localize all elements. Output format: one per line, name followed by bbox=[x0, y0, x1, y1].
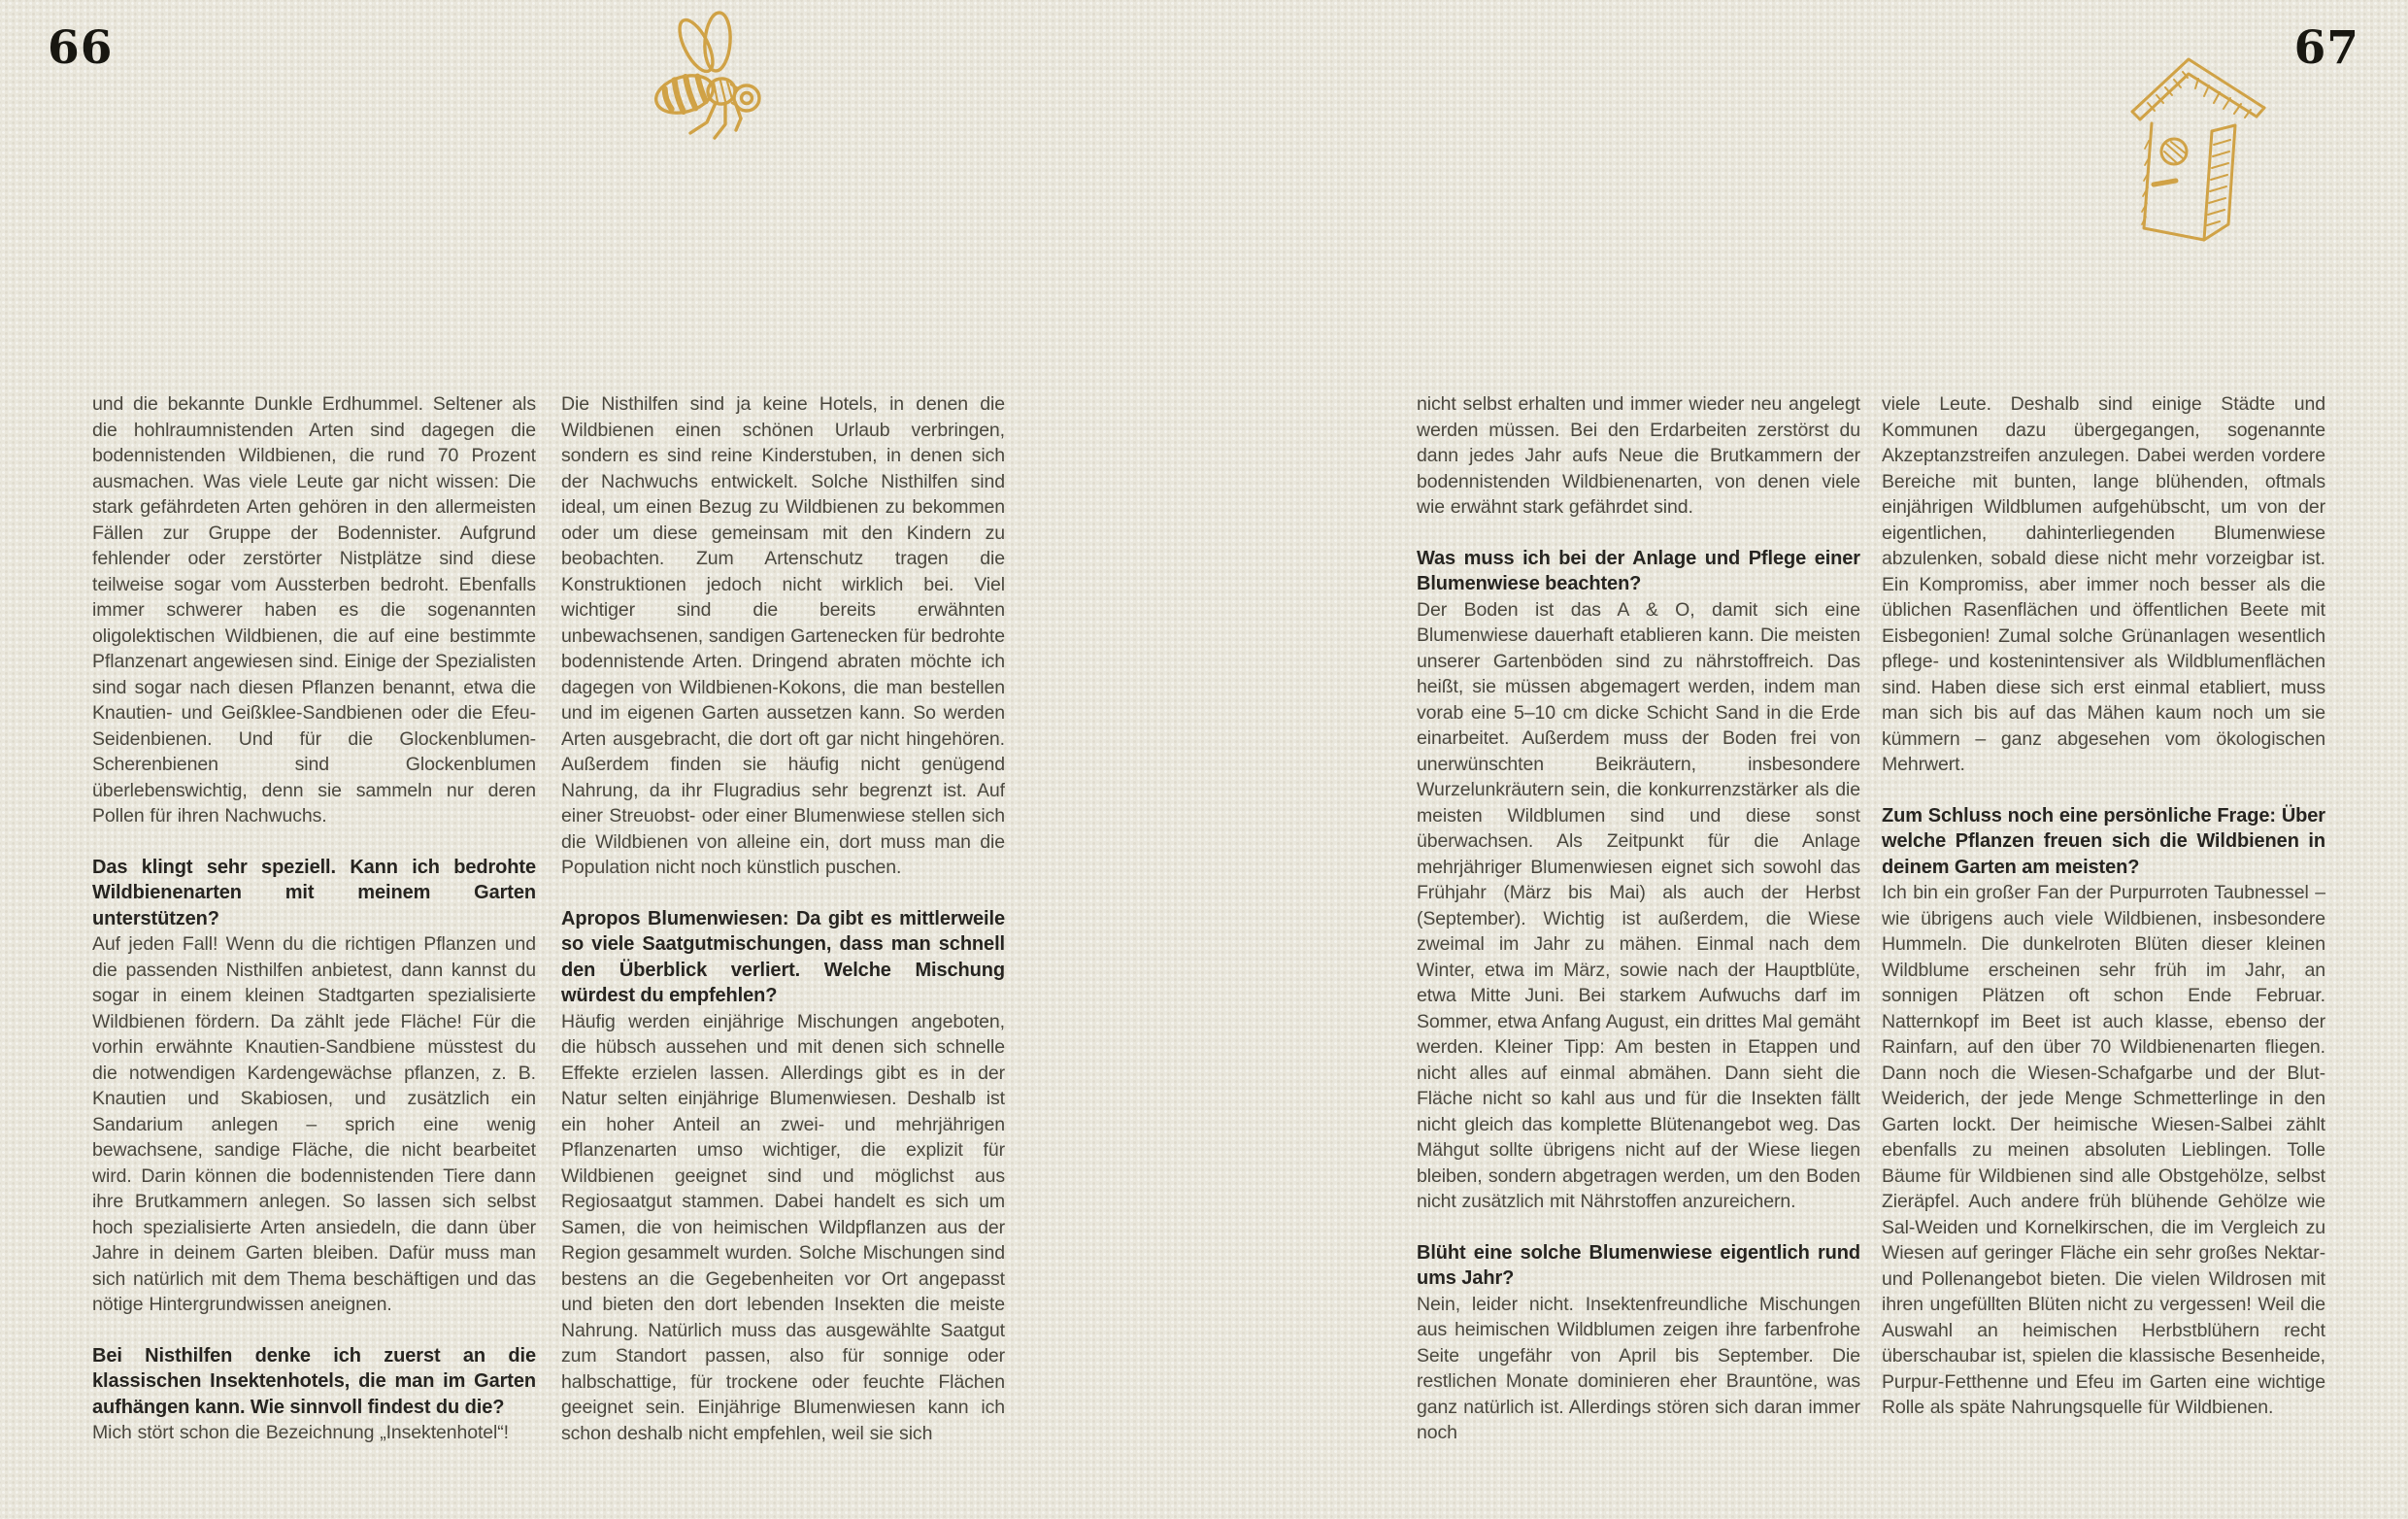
paragraph: Ich bin ein großer Fan der Purpurroten Taubnessel – wie übrigens auch viele Wildbienen, insbesondere Hummeln. Die dunkelroten Blüten dieser kleinen Wildblume erscheinen sehr früh im Jahr, an sonnigen Plätzen oft schon Ende Februar. Natternkopf im Beet ist auch klasse, ebenso der Rainfarn, auf den über 70 Wildbienenarten fliegen. Dann noch die Wiesen-Schafgarbe und der Blut-Weiderich, der jede Menge Schmetterlinge in den Garten lockt. Der heimische Wiesen-Salbei zählt ebenfalls zu meinen absoluten Lieblingen. Tolle Bäume für Wildbienen sind alle Obstgehölze, selbst Zieräpfel. Auch andere früh blühende Gehölze wie Sal-Weiden und Kornelkirschen, die im Vergleich zu Wiesen auf geringer Fläche ein sehr großes Nektar- und Pollenangebot bieten. Die vielen Wildrosen mit ihren ungefüllten Blüten nicht zu vergessen! Weil die Auswahl an heimischen Herbstblühern recht überschaubar ist, spielen die klassische Besenheide, Purpur-Fetthenne und Efeu im Garten eine wichtige Rolle als späte Nahrungsquelle für Wildbienen. bbox=[1882, 882, 2325, 1418]
question-heading: Was muss ich bei der Anlage und Pflege einer Blumenwiese beachten? bbox=[1417, 547, 1860, 594]
paragraph: Die Nisthilfen sind ja keine Hotels, in denen die Wildbienen einen schönen Urlaub verbringen, sondern es sind reine Kinderstuben, in denen sich der Nachwuchs entwickelt. Solche Nisthilfen sind ideal, um einen Bezug zu Wildbienen zu bekommen oder um diese gemeinsam mit den Kindern zu beobachten. Zum Artenschutz tragen die Konstruktionen jedoch nicht wirklich bei. Viel wichtiger sind die bereits erwähnten unbewachsenen, sandigen Gartenecken für bedrohte bodennistende Arten. Dringend abraten möchte ich dagegen von Wildbienen-Kokons, die man bestellen und im eigenen Garten aussetzen kann. So werden Arten ausgebracht, die dort oft gar nicht hingehören. Außerdem finden sie häufig nicht genügend Nahrung, da ihr Flugradius sehr begrenzt ist. Auf einer Streuobst- oder einer Blumenwiese stellen sich die Wildbienen von alleine ein, dort muss man die Population nicht noch künstlich puschen. bbox=[561, 393, 1005, 878]
page-number-left: 66 bbox=[48, 21, 114, 75]
paragraph: Auf jeden Fall! Wenn du die richtigen Pflanzen und die passenden Nisthilfen anbietest, dann kannst du sogar in einem kleinen Stadtgarten spezialisierte Wildbienen fördern. Da zählt jede Fläche! Für die vorhin erwähnte Knautien-Sandbiene müsstest du die notwendigen Kardengewächse pflanzen, z. B. Knautien und Skabiosen, und zusätzlich ein Sandarium anlegen – sprich eine wenig bewachsene, sandige Fläche, die nicht bearbeitet wird. Darin können die bodennistenden Tiere dann ihre Brutkammern anlegen. So lassen sich selbst hoch spezialisierte Arten ansiedeln, die dann über Jahre in deinem Garten bleiben. Dafür muss man sich natürlich mit dem Thema beschäftigen und das nötige Hintergrundwissen aneignen. bbox=[92, 933, 536, 1315]
paragraph: Der Boden ist das A & O, damit sich eine Blumenwiese dauerhaft etablieren kann. Die meisten unserer Gartenböden sind zu nährstoffreich. Das heißt, sie müssen abgemagert werden, indem man vorab eine 5–10 cm dicke Schicht Sand in die Erde einarbeitet. Außerdem muss der Boden frei von unerwünschten Beikräutern, insbesondere Wurzelunkräutern sein, die konkurrenzstärker als die meisten Wildblumen sind und diese sonst überwachsen. Als Zeitpunkt für die Anlage mehrjähriger Blumenwiesen eignet sich sowohl das Frühjahr (März bis Mai) als auch der Herbst (September). Wichtig ist außerdem, die Wiese zweimal im Jahr zu mähen. Einmal nach dem Winter, etwa im März, sowie nach der Hauptblüte, etwa Mitte Juni. Bei starkem Aufwuchs darf im Sommer, etwa Anfang August, ein drittes Mal gemäht werden. Kleiner Tipp: Am besten in Etappen und nicht alles auf einmal abmähen. Dann sieht die Fläche nicht so kahl aus und für die Insekten fällt nicht gleich das komplette Blütenangebot weg. Das Mähgut sollte übrigens nicht auf der Wiese liegen bleiben, sondern abgetragen werden, um den Boden nicht zusätzlich mit Nährstoffen anzureichern. bbox=[1417, 598, 1860, 1212]
right-page-columns bbox=[1417, 391, 2325, 1499]
paragraph: viele Leute. Deshalb sind einige Städte und Kommunen dazu übergegangen, sogenannte Akzeptanzstreifen anzulegen. Dabei werden vordere Bereiche mit bunten, lange blühenden, oftmals einjährigen Wildblumen aufgehübscht, um von der eigentlichen, dahinterliegenden Blumenwiese abzulenken, sobald diese nicht mehr vorzeigbar ist. Ein Kompromiss, aber immer noch besser als die üblichen Rasenflächen und öffentlichen Beete mit Eisbegonien! Zumal solche Grünanlagen wesentlich pflege- und kostenintensiver als Wildblumenflächen sind. Haben diese sich erst einmal etabliert, muss man sich bis auf das Mähen kaum noch um sie kümmern – ganz abgesehen vom ökologischen Mehrwert. bbox=[1882, 393, 2325, 775]
text-column-3 bbox=[1417, 391, 1860, 1499]
text-column-2 bbox=[561, 391, 1005, 1499]
paragraph: Nein, leider nicht. Insektenfreundliche Mischungen aus heimischen Wildblumen zeigen ihre farbenfrohe Seite ungefähr von April bis September. Die restlichen Monate dominieren eher Brauntöne, was ganz natürlich ist. Allerdings stören sich daran immer noch bbox=[1417, 1293, 1860, 1443]
bee-icon bbox=[646, 8, 791, 155]
paragraph: Häufig werden einjährige Mischungen angeboten, die hübsch aussehen und mit denen sich schnelle Effekte erzielen lassen. Allerdings gibt es in der Natur selten einjährige Blumenwiesen. Deshalb ist ein hoher Anteil an zwei- und mehrjährigen Pflanzenarten umso wichtiger, die explizit für Wildbienen geeignet sind und möglichst aus Regiosaatgut stammen. Dabei handelt es sich um Samen, die von heimischen Wildpflanzen aus der Region gesammelt wurden. Solche Mischungen sind bestens an die Gegebenheiten vor Ort angepasst und bieten den dort lebenden Insekten die meiste Nahrung. Natürlich muss das ausgewählte Saatgut zum Standort passen, also für sonnige oder halbschattige, für trockene oder feuchte Flächen geeignet sein. Einjährige Blumenwiesen kann ich schon deshalb nicht empfehlen, weil sie sich bbox=[561, 1010, 1005, 1444]
page-right bbox=[1204, 0, 2408, 1519]
page-number-right: 67 bbox=[2293, 21, 2359, 75]
paragraph: und die bekannte Dunkle Erdhummel. Seltener als die hohlraumnistenden Arten sind dagegen die bodennistenden Wildbienen, die rund 70 Prozent ausmachen. Was viele Leute gar nicht wissen: Die stark gefährdeten Arten gehören in den allermeisten Fällen zur Gruppe der Bodennister. Aufgrund fehlender oder zerstörter Nistplätze sind diese teilweise sogar vom Aussterben bedroht. Ebenfalls immer schwerer haben es die sogenannten oligolektischen Wildbienen, die auf eine bestimmte Pflanzenart angewiesen sind. Einige der Spezialisten sind sogar nach diesen Pflanzen benannt, etwa die Knautien- und Geißklee-Sandbienen oder die Efeu-Seidenbienen. Und für die Glockenblumen-Scherenbienen sind Glockenblumen überlebenswichtig, denn sie sammeln nur deren Pollen für ihren Nachwuchs. bbox=[92, 393, 536, 827]
question-heading: Zum Schluss noch eine persönliche Frage: Über welche Pflanzen freuen sich die Wildbienen in deinem Garten am meisten? bbox=[1882, 804, 2325, 878]
birdhouse-icon bbox=[2119, 47, 2274, 253]
paragraph: nicht selbst erhalten und immer wieder neu angelegt werden müssen. Bei den Erdarbeiten zerstörst du dann jedes Jahr aufs Neue die Brutkammern der bodennistenden Wildbienenarten, von denen viele wie erwähnt stark gefährdet sind. bbox=[1417, 393, 1860, 518]
left-page-columns bbox=[92, 391, 1005, 1499]
text-column-4 bbox=[1882, 391, 2325, 1499]
question-heading: Das klingt sehr speziell. Kann ich bedrohte Wildbienenarten mit meinem Garten unterstützen? bbox=[92, 856, 536, 929]
question-heading: Bei Nisthilfen denke ich zuerst an die klassischen Insektenhotels, die man im Garten aufhängen kann. Wie sinnvoll findest du die? bbox=[92, 1344, 536, 1418]
question-heading: Apropos Blumenwiesen: Da gibt es mittlerweile so viele Saatgutmischungen, dass man schnell den Überblick verliert. Welche Mischung würdest du empfehlen? bbox=[561, 907, 1005, 1006]
paragraph: Mich stört schon die Bezeichnung „Insektenhotel“! bbox=[92, 1422, 509, 1443]
text-column-1 bbox=[92, 391, 536, 1499]
question-heading: Blüht eine solche Blumenwiese eigentlich rund ums Jahr? bbox=[1417, 1241, 1860, 1289]
